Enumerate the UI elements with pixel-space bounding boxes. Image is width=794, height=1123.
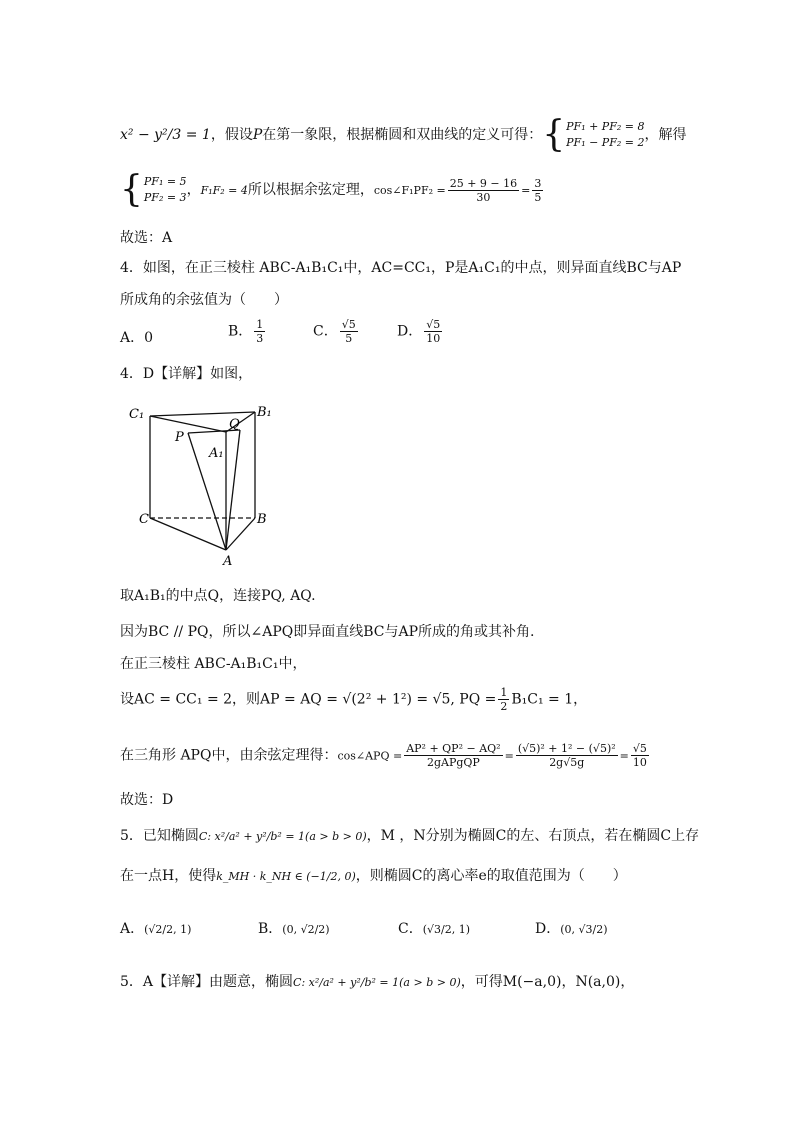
sol4-line-1: 取A₁B₁的中点Q，连接PQ, AQ. (120, 588, 316, 604)
sol4-line-4: 设AC = CC₁ = 2，则AP = AQ = √(2² + 1²) = √5, PQ = $\frac{1}{2}$ B₁C₁ = 1， (120, 686, 588, 713)
label-a1: A₁ (209, 446, 224, 461)
hyperbola-eq: x² − y²/3 = 1 (120, 127, 211, 143)
option-b: B． $\frac{1}{3}$ (228, 318, 264, 345)
text: ，解得 (644, 127, 687, 143)
option-d: D． $\frac{√5}{10}$ (397, 318, 441, 345)
text: 在第一象限，根据椭圆和双曲线的定义可得： (262, 127, 543, 143)
var-p: P (252, 127, 263, 143)
f1f2: F₁F₂ = 4 (200, 184, 248, 197)
fraction: $\frac{3}{5}$ (534, 176, 542, 204)
brace: { (120, 169, 143, 210)
label-b: B (257, 512, 267, 527)
equation-system-1: PF₁ + PF₂ = 8 PF₁ − PF₂ = 2 (566, 120, 645, 149)
line-2: { PF₁ = 5 PF₂ = 3 ，F₁F₂ = 4所以根据余弦定理，cos∠F₁PF₂ = $\frac{25 + 9 - 16}{30}$ = $\frac{3}{5}$ (120, 169, 542, 210)
equation-system-2: PF₁ = 5 PF₂ = 3 (143, 175, 187, 204)
q5-option-c: C．(√3/2, 1) (398, 921, 471, 937)
cos-expr: cos∠F₁PF₂ = (373, 184, 446, 197)
sol4-line-2: 因为BC // PQ，所以∠APQ即异面直线BC与AP所成的角或其补角. (120, 624, 535, 640)
sol4-line-5: 在三角形 APQ中，由余弦定理得：cos∠APQ = $\frac{\text{AP² + QP² − AQ²}}{\text{2gAPgQP}}$ = $\frac{\text{(√5)² + 1² − (√5)²}}{2g√5g}$ = $\frac{√5}{10}$ (120, 742, 647, 769)
label-p: P (175, 430, 184, 445)
q5-option-b: B．(0, √2/2) (258, 921, 330, 937)
label-c: C (139, 512, 149, 527)
q5-option-d: D．(0, √3/2) (535, 921, 608, 937)
edge-c1a1 (150, 416, 226, 432)
fraction: $\frac{25 + 9 - 16}{30}$ (449, 176, 518, 204)
edge-c1b1 (150, 412, 255, 416)
text: ，假设 (210, 127, 253, 143)
line-1 (120, 114, 687, 155)
q4-line-b: 所成角的余弦值为（ ） (120, 292, 288, 308)
solution-4-head: 4．D【详解】如图， (120, 366, 253, 382)
answer-3: 故选：A (120, 230, 173, 246)
brace: { (542, 114, 566, 155)
label-c1: C₁ (129, 407, 145, 422)
q4-line-a: 4．如图，在正三棱柱 ABC-A₁B₁C₁中，AC=CC₁，P是A₁C₁的中点，则异面直线BC与AP (120, 260, 682, 276)
text: ， (186, 182, 201, 198)
edge-ab (226, 518, 255, 550)
label-q: Q (229, 417, 240, 432)
option-a: A．0 (120, 330, 154, 346)
q5-line-1: 5．已知椭圆C: x²/a² + y²/b² = 1(a > b > 0)，M ，N分别为椭圆C的左、右顶点，若在椭圆C上存 (120, 828, 700, 844)
q5-line-2: 在一点H，使得k_MH · k_NH ∈ (−1/2, 0)，则椭圆C的离心率e的取值范围为（ ） (120, 868, 627, 884)
sol5-line-1: 5．A【详解】由题意，椭圆C: x²/a² + y²/b² = 1(a > b > 0)，可得M(−a,0)，N(a,0)， (120, 974, 635, 990)
option-c: C． $\frac{√5}{5}$ (313, 318, 356, 345)
edge-ca (150, 518, 226, 550)
prism-figure (125, 398, 285, 573)
label-b1: B₁ (257, 405, 272, 420)
answer-4: 故选：D (120, 792, 174, 808)
text: 所以根据余弦定理， (247, 182, 374, 198)
sol4-line-3: 在正三棱柱 ABC-A₁B₁C₁中， (120, 656, 307, 672)
segment-aq (226, 430, 240, 550)
label-a: A (223, 554, 233, 569)
q5-option-a: A．(√2/2, 1) (120, 921, 192, 937)
